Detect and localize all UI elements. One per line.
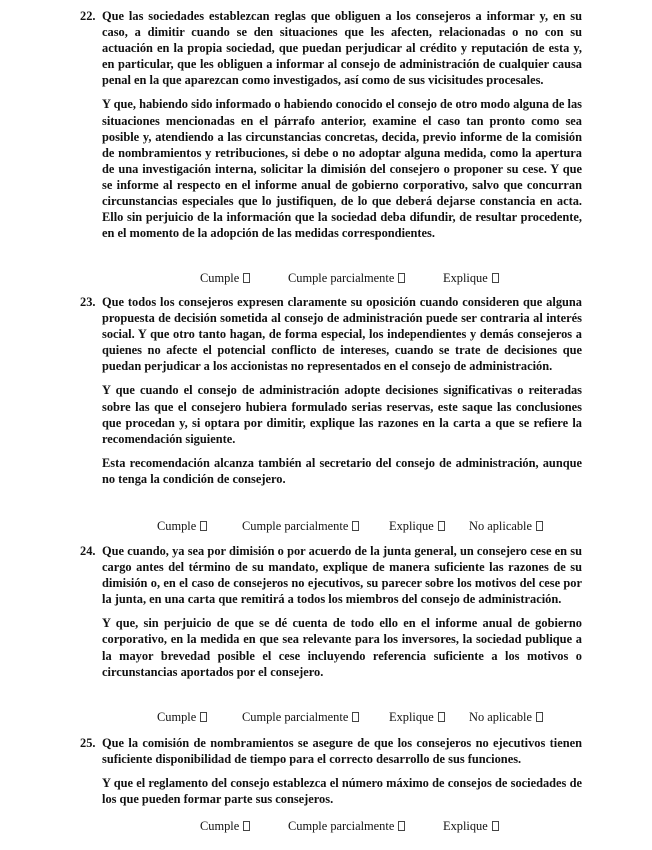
- compliance-options-22: [0, 270, 652, 286]
- checkbox-icon[interactable]: [352, 521, 359, 531]
- recommendation-23: [80, 294, 582, 487]
- option-label: Cumple parcialmente: [242, 710, 349, 724]
- option-label: Explique: [389, 519, 434, 533]
- recommendation-22: [80, 8, 582, 241]
- item-number: 22.: [80, 9, 96, 23]
- recommendation-25: [80, 735, 582, 807]
- item-paragraph: Y que, sin perjuicio de que se dé cuenta de todo ello en el informe anual de gobierno corporativo, en la medida en que sea relevante para los inversores, la sociedad publique a la mayor brevedad posible el cese incluyendo referencia suficiente a los motivos o circunstancias aportados por el consejero.: [102, 616, 582, 679]
- checkbox-icon[interactable]: [536, 712, 543, 722]
- option-explique[interactable]: [443, 270, 499, 286]
- option-label: Cumple: [200, 271, 240, 285]
- checkbox-icon[interactable]: [438, 712, 445, 722]
- item-paragraph: Que todos los consejeros expresen claramente su oposición cuando consideren que alguna propuesta de decisión sometida al consejo de administración puede ser contraria al interés social. Y que otro tanto hagan, de forma especial, los independientes y demás consejeros a quienes no afecte el potencial conflicto de intereses, cuando se trate de decisiones que puedan perjudicar a los accionistas no representados en el consejo de administración.: [102, 295, 582, 374]
- option-explique[interactable]: [443, 818, 499, 834]
- checkbox-icon[interactable]: [352, 712, 359, 722]
- checkbox-icon[interactable]: [492, 273, 499, 283]
- option-cumple[interactable]: [200, 270, 250, 286]
- option-label: Cumple: [157, 519, 197, 533]
- compliance-options-23: [0, 518, 652, 534]
- option-no-aplicable[interactable]: [469, 709, 543, 725]
- option-label: No aplicable: [469, 710, 532, 724]
- option-cumple-parcialmente[interactable]: [242, 518, 359, 534]
- item-paragraph: Que las sociedades establezcan reglas que obliguen a los consejeros a informar y, en su caso, a dimitir cuando se den situaciones que les afecten, relacionadas o no con su actuación en la propia sociedad, que puedan perjudicar al crédito y reputación de esta y, en particular, que les obliguen a informar al consejo de administración de cualquier causa penal en la que aparezcan como investigados, así como de sus vicisitudes procesales.: [102, 9, 582, 88]
- option-label: Cumple parcialmente: [288, 271, 395, 285]
- checkbox-icon[interactable]: [438, 521, 445, 531]
- checkbox-icon[interactable]: [243, 821, 250, 831]
- item-paragraph: Que la comisión de nombramientos se asegure de que los consejeros no ejecutivos tienen suficiente disponibilidad de tiempo para el correcto desarrollo de sus funciones.: [102, 736, 582, 767]
- checkbox-icon[interactable]: [243, 273, 250, 283]
- compliance-options-25: [0, 818, 652, 834]
- option-label: Cumple parcialmente: [288, 819, 395, 833]
- item-paragraph: Esta recomendación alcanza también al secretario del consejo de administración, aunque no tenga la condición de consejero.: [102, 455, 582, 486]
- option-cumple-parcialmente[interactable]: [242, 709, 359, 725]
- option-label: Cumple: [157, 710, 197, 724]
- option-cumple[interactable]: [157, 518, 207, 534]
- option-explique[interactable]: [389, 709, 445, 725]
- option-label: No aplicable: [469, 519, 532, 533]
- option-label: Cumple parcialmente: [242, 519, 349, 533]
- option-explique[interactable]: [389, 518, 445, 534]
- option-cumple-parcialmente[interactable]: [288, 270, 405, 286]
- item-number: 24.: [80, 544, 96, 558]
- checkbox-icon[interactable]: [536, 521, 543, 531]
- recommendation-24: [80, 543, 582, 680]
- checkbox-icon[interactable]: [200, 521, 207, 531]
- item-paragraph: Y que cuando el consejo de administración adopte decisiones significativas o reiteradas sobre las que el consejero hubiera formulado serias reservas, este saque las conclusiones que procedan y, si optara por dimitir, explique las razones en la carta a que se refiere la recomendación siguiente.: [102, 383, 582, 446]
- option-label: Explique: [443, 271, 488, 285]
- checkbox-icon[interactable]: [492, 821, 499, 831]
- item-paragraph: Y que, habiendo sido informado o habiendo conocido el consejo de otro modo alguna de las situaciones mencionadas en el párrafo anterior, examine el caso tan pronto como sea posible y, atendiendo a las circunstancias concretas, decida, previo informe de la comisión de nombramientos y retribuciones, si debe o no adoptar alguna medida, como la apertura de una investigación interna, solicitar la dimisión del consejero o proponer su cese. Y que se informe al respecto en el informe anual de gobierno corporativo, salvo que concurran circunstancias especiales que lo justifiquen, de lo que deberá dejarse constancia en acta. Ello sin perjuicio de la información que la sociedad deba difundir, de resultar procedente, en el momento de la adopción de las medidas correspondientes.: [102, 97, 582, 241]
- checkbox-icon[interactable]: [200, 712, 207, 722]
- option-label: Explique: [443, 819, 488, 833]
- item-number: 25.: [80, 736, 96, 750]
- option-cumple-parcialmente[interactable]: [288, 818, 405, 834]
- option-cumple[interactable]: [200, 818, 250, 834]
- option-no-aplicable[interactable]: [469, 518, 543, 534]
- checkbox-icon[interactable]: [398, 273, 405, 283]
- compliance-options-24: [0, 709, 652, 725]
- checkbox-icon[interactable]: [398, 821, 405, 831]
- item-paragraph: Y que el reglamento del consejo establezca el número máximo de consejos de sociedades de los que pueden formar parte sus consejeros.: [102, 776, 582, 807]
- item-paragraph: Que cuando, ya sea por dimisión o por acuerdo de la junta general, un consejero cese en su cargo antes del término de su mandato, explique de manera suficiente las razones de su dimisión o, en el caso de consejeros no ejecutivos, su parecer sobre los motivos del cese por la junta, en una carta que remitirá a todos los miembros del consejo de administración.: [102, 544, 582, 607]
- option-cumple[interactable]: [157, 709, 207, 725]
- item-number: 23.: [80, 295, 96, 309]
- option-label: Cumple: [200, 819, 240, 833]
- option-label: Explique: [389, 710, 434, 724]
